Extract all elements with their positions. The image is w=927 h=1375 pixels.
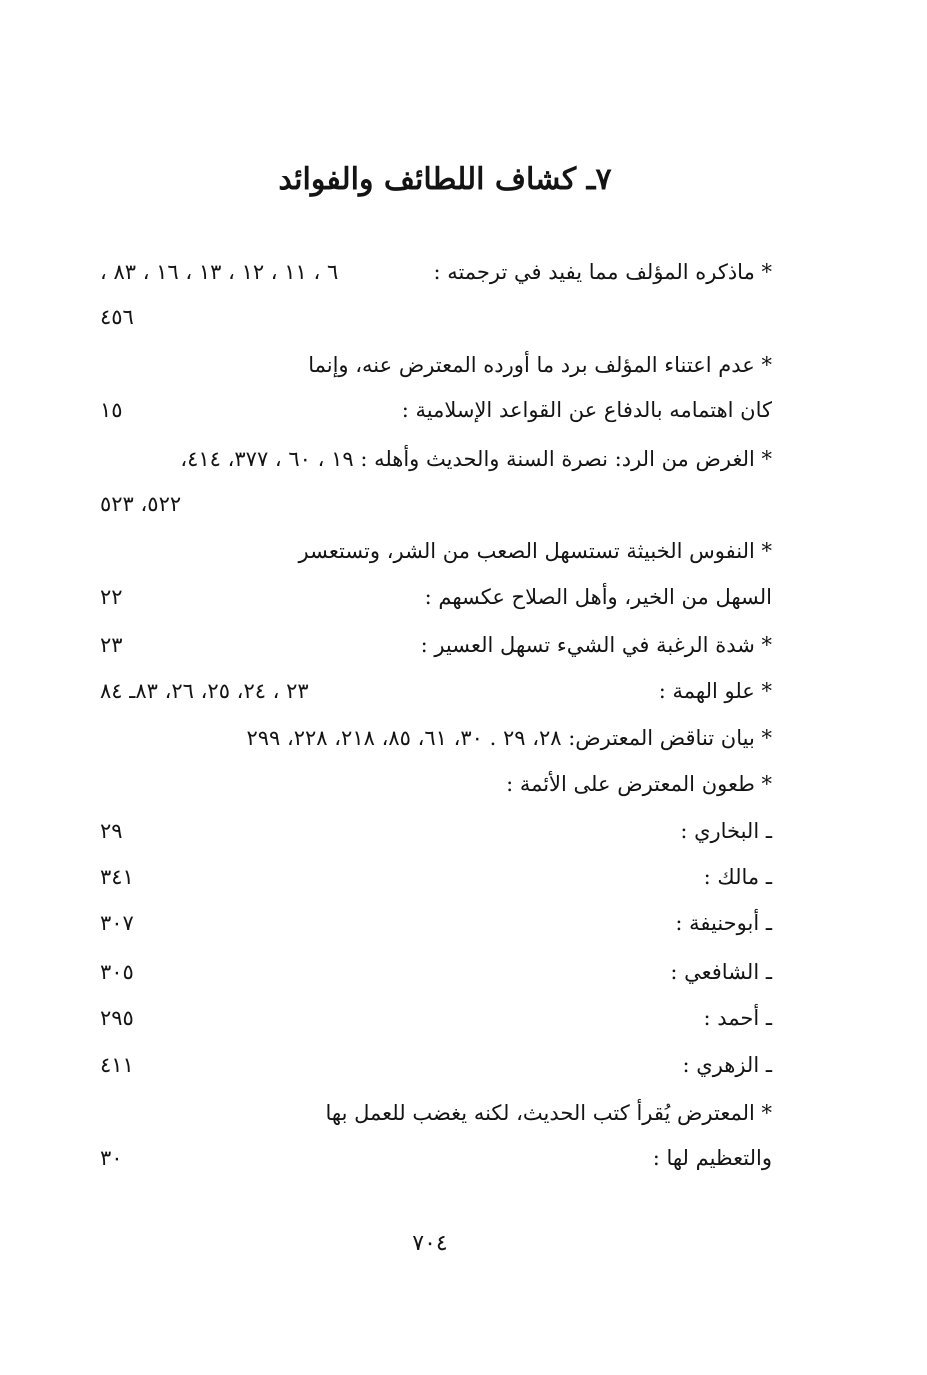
entry-text: * المعترض يُقرأ كتب الحديث، لكنه يغضب للعمل بها — [325, 1101, 772, 1125]
entry-text: ـ الشافعي : — [670, 960, 772, 984]
entry-text: ـ أحمد : — [703, 1006, 772, 1030]
index-entry — [100, 808, 772, 854]
index-entry — [100, 1135, 772, 1181]
entry-text: * عدم اعتناء المؤلف برد ما أورده المعترض عنه، وإنما — [308, 353, 772, 377]
entry-pages: ٢٩٥ — [100, 1006, 134, 1030]
entry-pages: ٢٣ ، ٢٤، ٢٥، ٢٦، ٨٣ـ ٨٤ — [100, 679, 309, 703]
entry-text: ـ مالك : — [703, 865, 772, 889]
entry-text: السهل من الخير، وأهل الصلاح عكسهم : — [424, 585, 772, 609]
index-entry — [100, 528, 772, 574]
entry-text: ـ البخاري : — [680, 819, 772, 843]
entry-text: * ماذكره المؤلف مما يفيد في ترجمته : — [433, 260, 772, 284]
entry-text: * طعون المعترض على الأئمة : — [506, 772, 772, 796]
entry-pages: ٣٠٧ — [100, 911, 134, 935]
entry-pages: ١٥ — [100, 398, 123, 422]
entry-pages: ٦ ، ١١ ، ١٢ ، ١٣ ، ١٦ ، ٨٣ ، — [100, 260, 339, 284]
entry-pages: ٣٠ — [100, 1146, 123, 1170]
index-entry — [100, 342, 772, 388]
index-entry — [100, 622, 772, 668]
entry-text: * الغرض من الرد: نصرة السنة والحديث وأهله : ١٩ ، ٦٠ ، ٣٧٧، ٤١٤، — [180, 447, 772, 471]
page-number: ٧٠٤ — [412, 1231, 448, 1256]
entry-pages: ٣٠٥ — [100, 960, 134, 984]
entry-pages: ٣٤١ — [100, 865, 134, 889]
index-entry — [100, 900, 772, 946]
index-entry — [100, 249, 772, 295]
index-entry — [100, 715, 772, 761]
index-entry — [100, 574, 772, 620]
entry-text: * النفوس الخبيثة تستسهل الصعب من الشر، وتستعسر — [298, 539, 772, 563]
entry-text: والتعظيم لها : — [652, 1146, 772, 1170]
entry-text: * علو الهمة : — [658, 679, 772, 703]
index-entry — [100, 761, 772, 807]
entry-text: * بيان تناقض المعترض: ٢٨، ٢٩ . ٣٠، ٦١، ٨٥، ٢١٨، ٢٢٨، ٢٩٩ — [246, 726, 772, 750]
entry-pages: ٤١١ — [100, 1053, 134, 1077]
index-entry — [100, 1090, 772, 1136]
index-entry — [100, 949, 772, 995]
section-title: ٧ـ كشاف اللطائف والفوائد — [278, 162, 612, 197]
entry-text: ـ الزهري : — [682, 1053, 772, 1077]
entry-text: كان اهتمامه بالدفاع عن القواعد الإسلامية : — [401, 398, 772, 422]
index-entry — [100, 668, 772, 714]
entry-pages: ٢٩ — [100, 819, 123, 843]
index-entry — [100, 436, 772, 482]
index-entry — [100, 387, 772, 433]
index-entry — [100, 854, 772, 900]
index-entry — [100, 1042, 772, 1088]
index-entry — [100, 995, 772, 1041]
entry-pages: ٤٥٦ — [100, 305, 134, 329]
index-entry — [100, 481, 772, 527]
index-entry — [100, 294, 772, 340]
entry-pages: ٢٢ — [100, 585, 123, 609]
entry-text: ـ أبوحنيفة : — [675, 911, 772, 935]
entry-pages: ٥٢٢، ٥٢٣ — [100, 492, 182, 516]
entry-pages: ٢٣ — [100, 633, 123, 657]
entry-text: * شدة الرغبة في الشيء تسهل العسير : — [420, 633, 772, 657]
